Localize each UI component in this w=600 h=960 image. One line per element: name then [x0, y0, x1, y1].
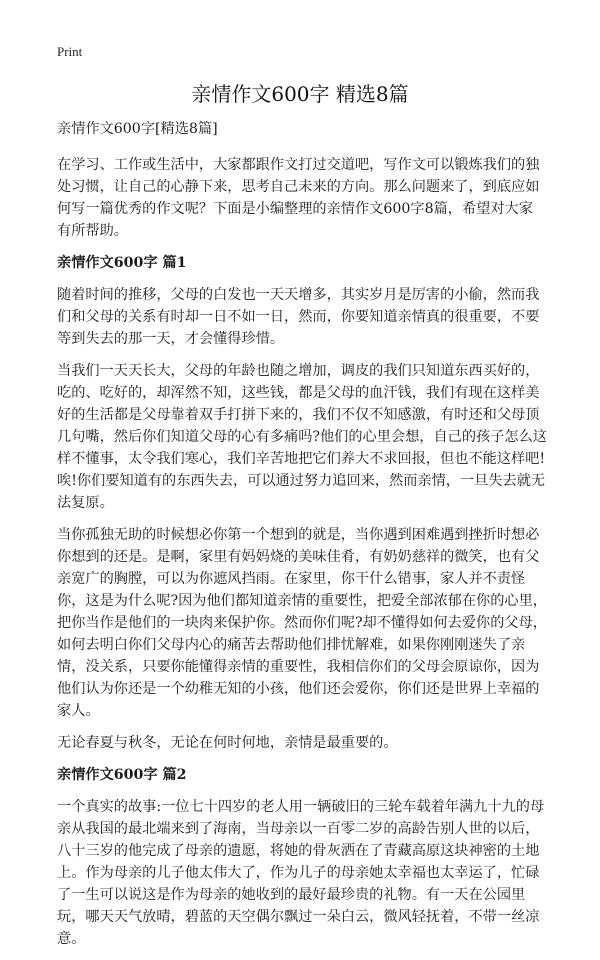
section-1-paragraph-1: 随着时间的推移，父母的白发也一天天增多，其实岁月是厉害的小偷，然而我们和父母的关系有时却一日不如一日，然而，你要知道亲情真的很重要，不要等到失去的那一天，才会懂得珍惜。 — [57, 287, 540, 347]
document-subtitle: 亲情作文600字[精选8篇] — [57, 121, 218, 137]
section-heading-2: 亲情作文600字 篇2 — [57, 767, 187, 783]
section-2-paragraph-1: 一个真实的故事:一位七十四岁的老人用一辆破旧的三轮车载着年满九十九的母亲从我国的最北端来到了海南，当母亲以一百零二岁的高龄告别人世的以后，八十三岁的他完成了母亲的遗愿，将她的骨灰洒在了青藏高原这块神密的土地上。作为母亲的儿子他太伟大了，作为儿子的母亲她太幸福也太幸运了，忙碌了一生可以说这是作为母亲的她收到的最好最珍贵的礼物。有一天在公园里玩，哪天天气放晴，碧蓝的天空偶尔飘过一朵白云，微风轻抚着，不带一丝凉意。 — [57, 799, 545, 947]
section-1-paragraph-3: 当你孤独无助的时候想必你第一个想到的就是，当你遇到困难遇到挫折时想必你想到的还是。是啊，家里有妈妈烧的美味佳肴，有奶奶慈祥的微笑，也有父亲宽广的胸膛，可以为你遮风挡雨。在家里，你干什么错事，家人并不责怪你，这是为什么呢?因为他们都知道亲情的重要性，把爱全部浓郁在你的心里，把你当作是他们的一块肉来保护你。然而你们呢?却不懂得如何去爱你的父母，如何去明白你们父母内心的痛苦去帮助他们排忧解难，如果你刚刚迷失了亲情，没关系，只要你能懂得亲情的重要性，我相信你们的父母会原谅你，因为他们认为你还是一个幼稚无知的小孩，他们还会爱你，你们还是世界上幸福的家人。 — [57, 527, 547, 719]
section-heading-1: 亲情作文600字 篇1 — [57, 255, 187, 271]
intro-paragraph: 在学习、工作或生活中，大家都跟作文打过交道吧，写作文可以锻炼我们的独处习惯，让自己的心静下来，思考自己未来的方向。那么问题来了，到底应如何写一篇优秀的作文呢？下面是小编整理的亲情作文600字8篇，希望对大家有所帮助。 — [57, 157, 540, 239]
section-1-paragraph-2: 当我们一天天长大，父母的年龄也随之增加，调皮的我们只知道东西买好的，吃的、吃好的，却浑然不知，这些钱，都是父母的血汗钱，我们有现在这样美好的生活都是父母靠着双手打拼下来的，我们不仅不知感激，有时还和父母顶几句嘴，然后你们知道父母的心有多痛吗?他们的心里会想，自己的孩子怎么这样不懂事，太令我们寒心，我们辛苦地把它们养大不求回报，但也不能这样吧!唉!你们要知道有的东西失去，可以通过努力追回来，然而亲情，一旦失去就无法复原。 — [57, 363, 547, 511]
page-title: 亲情作文600字 精选8篇 — [191, 82, 409, 106]
print-label: Print — [57, 44, 83, 59]
section-1-paragraph-4: 无论春夏与秋冬，无论在何时何地，亲情是最重要的。 — [57, 735, 398, 751]
document-body — [57, 118, 547, 960]
